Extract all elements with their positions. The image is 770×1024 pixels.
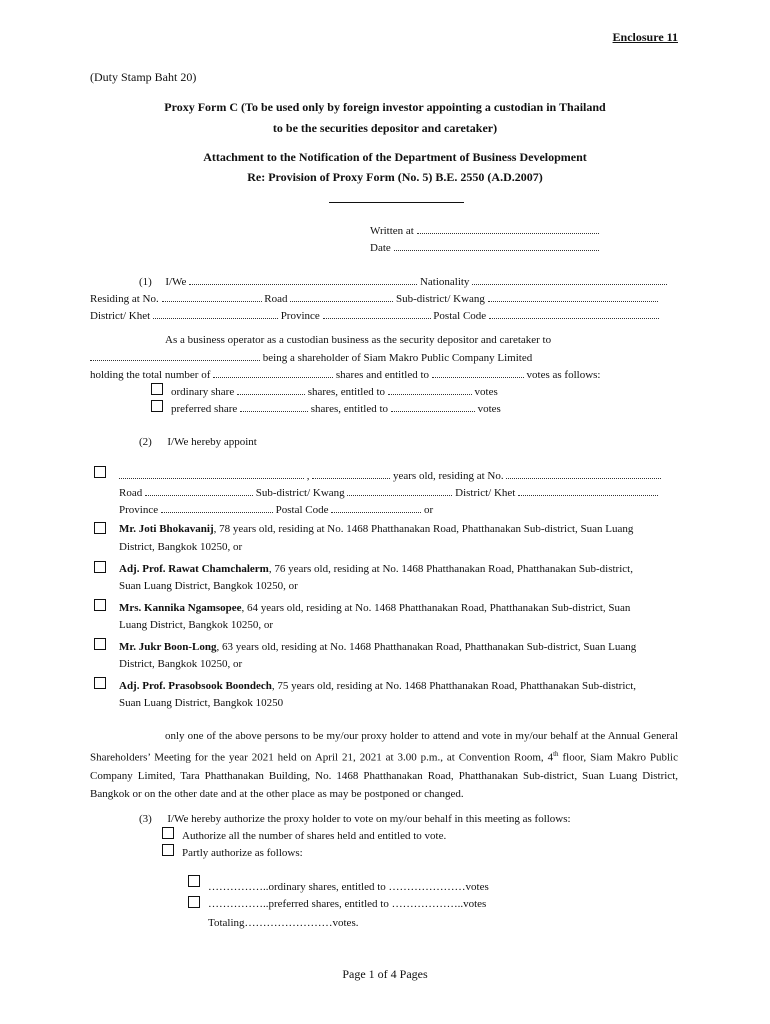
preferred-share-checkbox[interactable] [151,400,163,412]
subdistrict-label: Sub-district/ Kwang [395,293,485,305]
province-label: Province [280,310,320,322]
preferred-share-row [171,401,501,416]
duty-stamp-label: (Duty Stamp Baht 20) [90,70,197,84]
written-at-label: Written at [370,225,414,237]
shareholder-text: being a shareholder of Siam Makro Public Company Limited [262,352,533,364]
proxy-joti-line1 [119,522,679,536]
date-label: Date [370,242,391,254]
custom-subdistrict-label: Sub-district/ Kwang [255,487,345,499]
custom-proxy-row3 [119,502,433,517]
attachment-line1: Attachment to the Notification of the Department of Business Development [203,150,587,164]
proxy-prasobsook-line1 [119,679,679,693]
section3-number: (3) [139,813,152,825]
holding-row [90,367,601,382]
preferred-votes-field[interactable] [391,401,475,412]
ordinary-share-checkbox[interactable] [151,383,163,395]
district-label: District/ Khet [90,310,151,322]
ordinary-share-row [171,384,498,399]
district-field[interactable] [153,308,278,319]
subdistrict-field[interactable] [488,291,658,302]
proxy-checkbox-prasobsook[interactable] [94,677,106,689]
date-field[interactable] [394,240,599,251]
page-number: Page 1 of 4 Pages [342,967,428,981]
proxy-kannika-details: , 64 years old, residing at No. 1468 Phatthanakan Road, Phatthanakan Sub-district, Suan [241,602,631,614]
custom-proxy-no-field[interactable] [506,468,661,479]
preferred-votes-label: votes [477,403,501,415]
proxy-jukr-line1 [119,640,679,654]
iwe-label: I/We [165,276,187,288]
partly-ordinary-line: ……………..ordinary shares, entitled to …………………votes [208,881,489,893]
total-votes-field[interactable] [432,367,524,378]
custom-postal-field[interactable] [331,502,421,513]
residing-label: Residing at No. [90,293,159,305]
custom-proxy-row2 [119,485,658,500]
shares-entitled-text: shares and entitled to [335,369,430,381]
written-at-field[interactable] [417,223,599,234]
proxy-rawat-line1 [119,562,679,576]
postal-label: Postal Code [433,310,487,322]
section2-number: (2) [139,436,152,448]
partly-preferred-checkbox[interactable] [188,896,200,908]
proxy-rawat-details: , 76 years old, residing at No. 1468 Phatthanakan Road, Phatthanakan Sub-district, [268,563,633,575]
written-at-row [370,223,599,238]
custodian-name-field[interactable] [90,350,260,361]
ordinary-share-label: ordinary share [171,386,235,398]
nationality-label: Nationality [419,276,470,288]
proxy-prasobsook-details: , 75 years old, residing at No. 1468 Phatthanakan Road, Phatthanakan Sub-district, [271,680,637,692]
partly-authorize-label: Partly authorize as follows: [182,847,303,859]
custom-proxy-name-field[interactable] [119,468,304,479]
partly-totaling-line: Totaling……………………votes. [208,917,359,929]
custom-district-label: District/ Khet [455,487,516,499]
form-title-line2: to be the securities depositor and caretaker) [272,121,498,135]
operator-text: As a business operator as a custodian business as the security depositor and caretaker to [165,334,552,346]
holding-text: holding the total number of [90,369,211,381]
partly-authorize-checkbox[interactable] [162,844,174,856]
proxy-checkbox-kannika[interactable] [94,599,106,611]
proxy-checkbox-jukr[interactable] [94,638,106,650]
custom-proxy-row1 [119,468,661,483]
proxy-prasobsook-line2: Suan Luang District, Bangkok 10250 [119,697,284,709]
proxy-kannika-line2: Luang District, Bangkok 10250, or [119,619,273,631]
proxy-jukr-details: , 63 years old, residing at No. 1468 Phatthanakan Road, Phatthanakan Sub-district, Suan Luang [216,641,637,653]
proxy-joti-line2: District, Bangkok 10250, or [119,541,243,553]
road-field[interactable] [290,291,393,302]
custom-proxy-comma: , [306,470,310,482]
custom-province-label: Province [119,504,159,516]
nationality-field[interactable] [472,274,667,285]
section1-address-row [90,291,658,306]
section1-district-row [90,308,659,323]
partly-preferred-line: ……………..preferred shares, entitled to ………………..votes [208,898,487,910]
title-divider [329,202,464,203]
ordinary-share-count-field[interactable] [237,384,305,395]
proxy-purpose-sup: th [553,750,559,758]
proxy-checkbox-rawat[interactable] [94,561,106,573]
proxy-kannika-line1 [119,601,679,615]
total-shares-field[interactable] [213,367,333,378]
postal-field[interactable] [489,308,659,319]
custom-postal-label: Postal Code [275,504,329,516]
province-field[interactable] [323,308,431,319]
proxy-joti-name: Mr. Joti Bhokavanij [119,523,214,535]
preferred-share-label: preferred share [171,403,238,415]
enclosure-label: Enclosure 11 [612,30,678,44]
date-row [370,240,599,255]
proxy-jukr-line2: District, Bangkok 10250, or [119,658,243,670]
proxy-kannika-name: Mrs. Kannika Ngamsopee [119,602,242,614]
iwe-name-field[interactable] [189,274,417,285]
ordinary-entitled-label: shares, entitled to [307,386,386,398]
shareholder-row [90,350,532,365]
preferred-share-count-field[interactable] [240,401,308,412]
preferred-entitled-label: shares, entitled to [310,403,389,415]
form-title-line1: Proxy Form C (To be used only by foreign investor appointing a custodian in Thailand [164,100,606,114]
proxy-purpose-part1: only one of the above persons to be my/our proxy holder to attend and vote in my/our behalf at the Annual General Shareholders’ Meeting for the year 2021 held on April 21, 2021 at 3.00 p.m., at Convention Room, 4 [90,730,678,764]
authorize-text: I/We hereby authorize the proxy holder to vote on my/our behalf in this meeting as follows: [167,813,571,825]
custom-road-field[interactable] [145,485,253,496]
votes-as-follows-text: votes as follows: [526,369,601,381]
custom-proxy-years-text: years old, residing at No. [393,470,504,482]
residing-no-field[interactable] [162,291,262,302]
proxy-joti-details: , 78 years old, residing at No. 1468 Phatthanakan Road, Phatthanakan Sub-district, Suan Luang [213,523,634,535]
section2-appoint-row [139,435,257,449]
section3-authorize-row [139,812,571,826]
custom-proxy-age-field[interactable] [312,468,390,479]
custom-subdistrict-field[interactable] [347,485,452,496]
appoint-text: I/We hereby appoint [167,436,257,448]
road-label: Road [264,293,288,305]
custom-district-field[interactable] [518,485,658,496]
custom-proxy-checkbox[interactable] [94,466,106,478]
proxy-checkbox-joti[interactable] [94,522,106,534]
section1-number: (1) [139,276,152,288]
ordinary-votes-field[interactable] [388,384,472,395]
section1-iwe-row [139,274,667,289]
proxy-rawat-name: Adj. Prof. Rawat Chamchalerm [119,563,269,575]
custom-province-field[interactable] [161,502,273,513]
partly-ordinary-checkbox[interactable] [188,875,200,887]
proxy-purpose-part2: floor, Siam Makro Public Company Limited, Tara Phatthanakan Building, No. 1468 Phatthanakan Road, Phatthanakan Sub-district, Suan Luang District, Bangkok or on the other date and at the other place as may be postponed or changed. [90,751,678,800]
proxy-prasobsook-name: Adj. Prof. Prasobsook Boondech [119,680,272,692]
proxy-jukr-name: Mr. Jukr Boon-Long [119,641,217,653]
authorize-all-checkbox[interactable] [162,827,174,839]
ordinary-votes-label: votes [474,386,498,398]
custom-or-label: or [423,504,434,516]
attachment-line2: Re: Provision of Proxy Form (No. 5) B.E. 2550 (A.D.2007) [247,170,543,184]
authorize-all-label: Authorize all the number of shares held and entitled to vote. [182,830,447,842]
proxy-purpose-paragraph [90,727,678,803]
proxy-rawat-line2: Suan Luang District, Bangkok 10250, or [119,580,298,592]
custom-road-label: Road [119,487,143,499]
